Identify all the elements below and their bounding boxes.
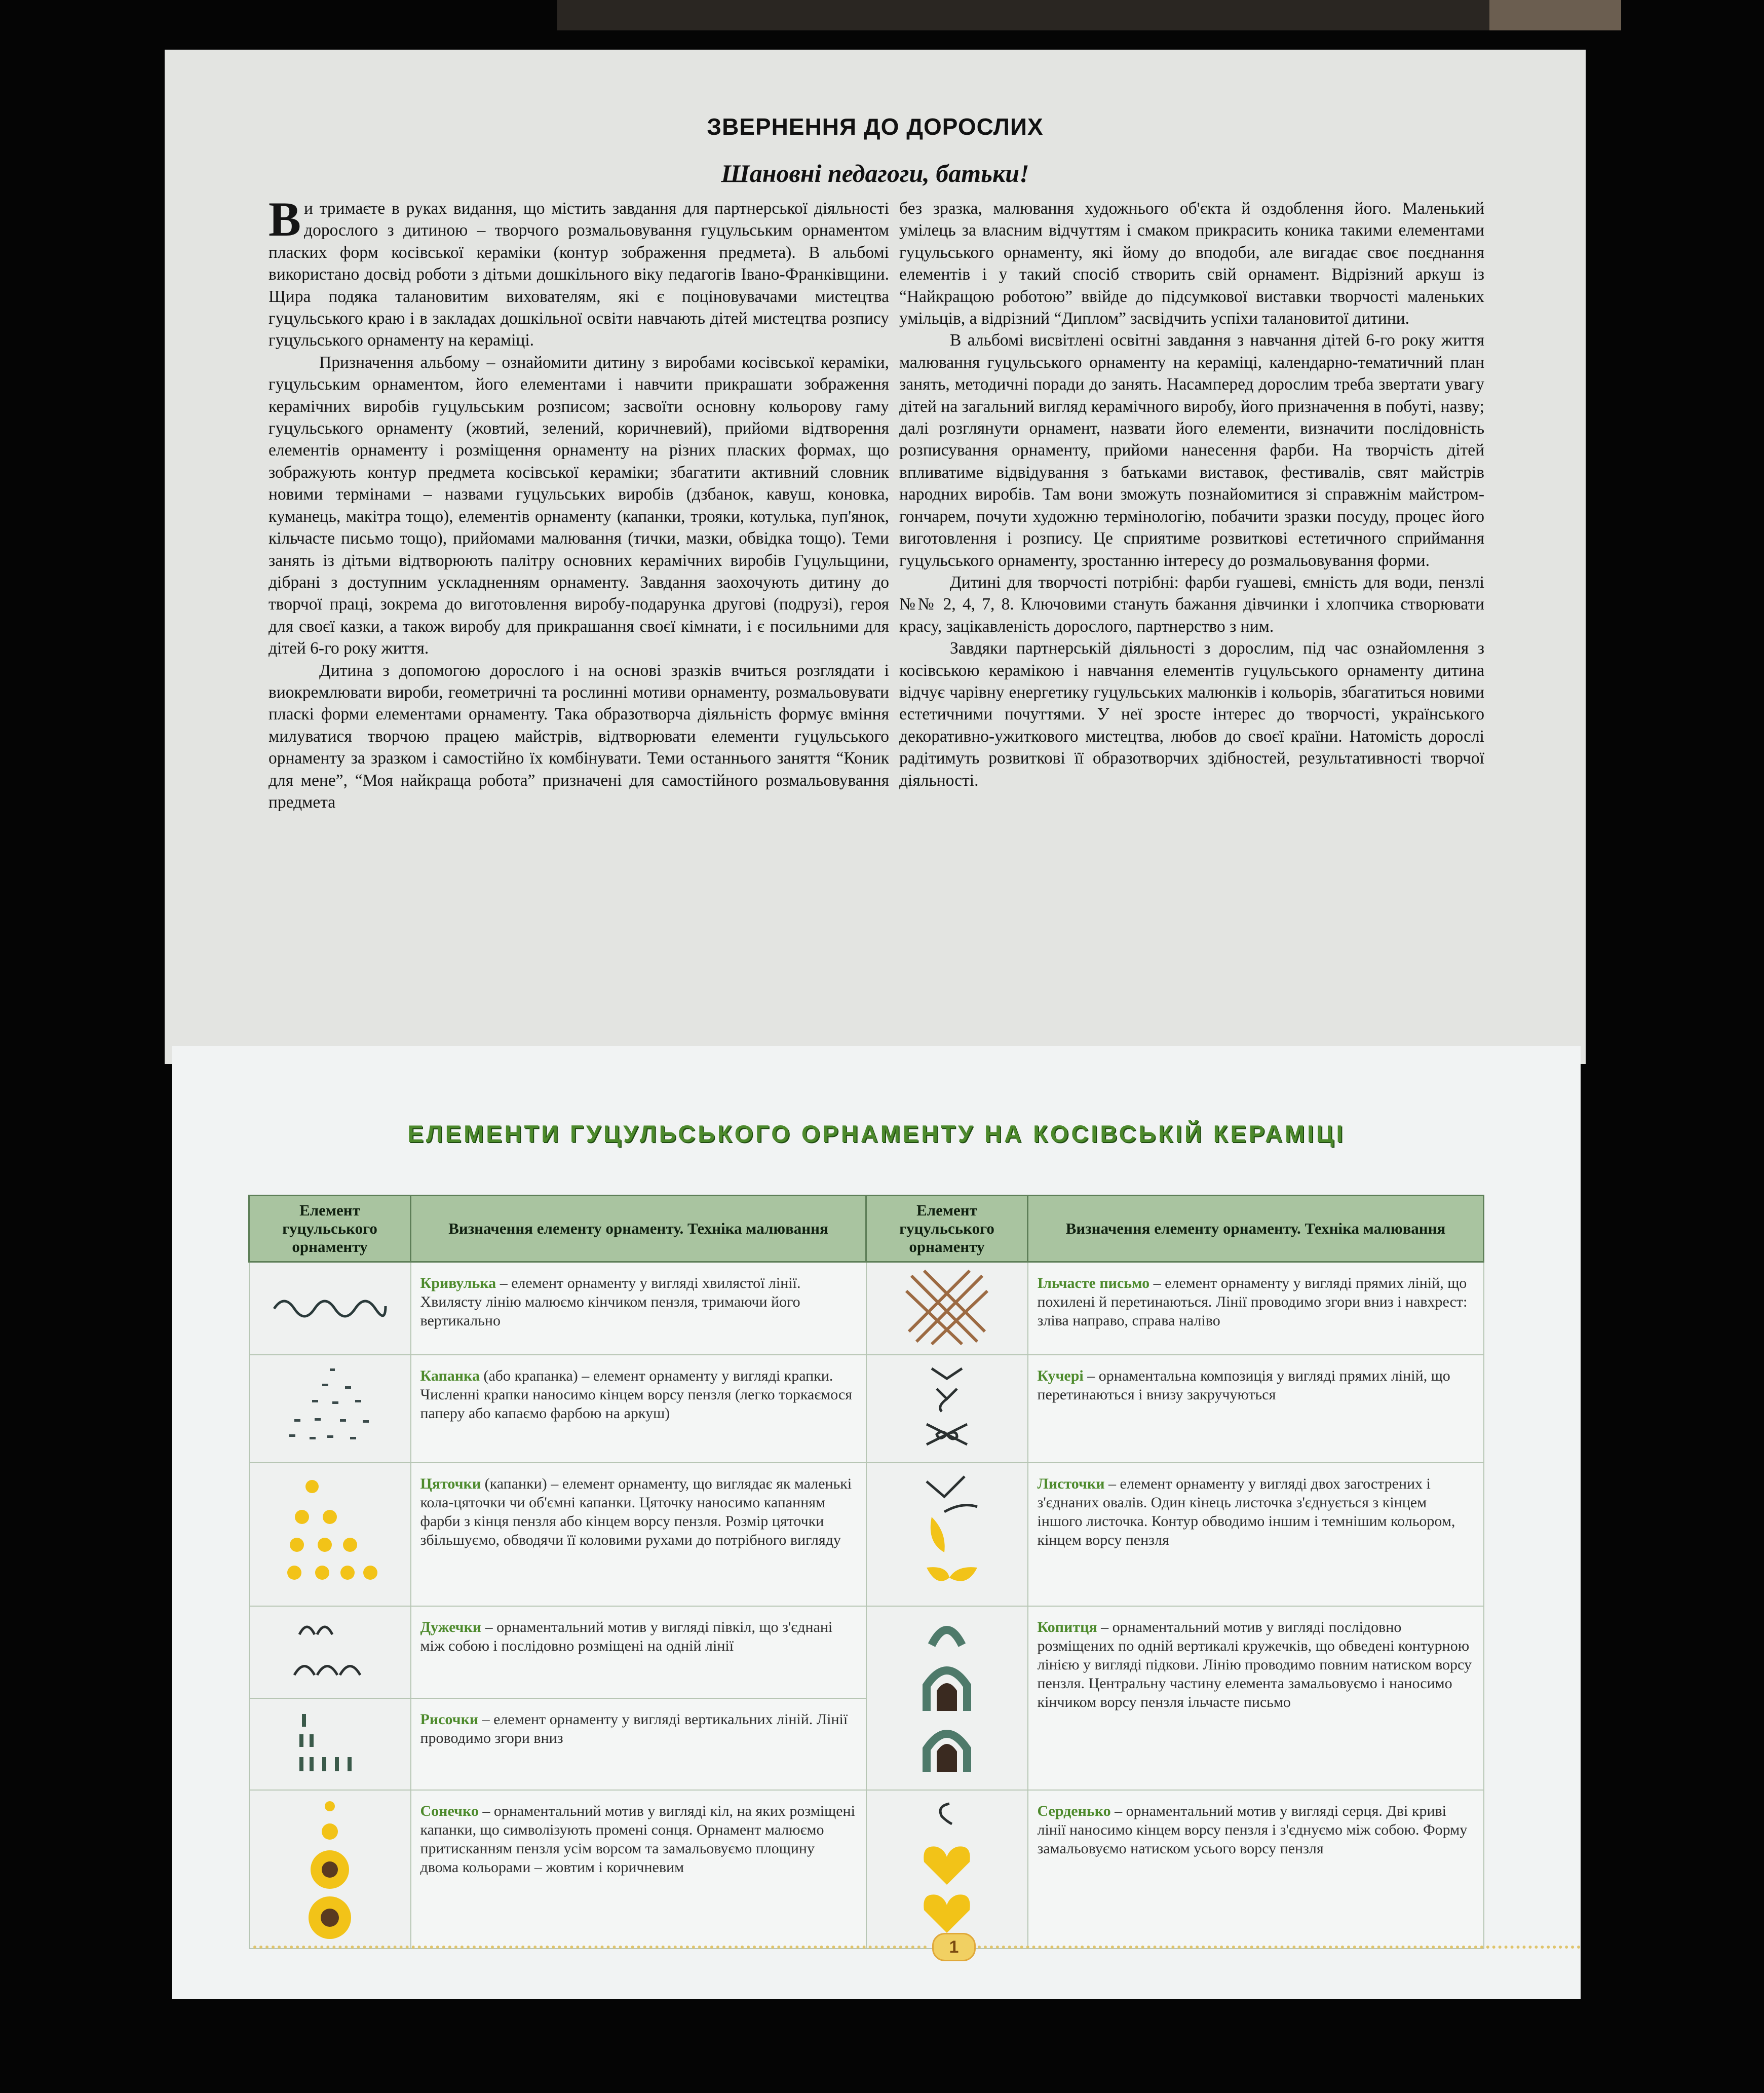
footer-decoration [253,1946,927,1953]
element-description: Сонечко – орнаментальний мотив у вигляді кіл, на яких розміщені капанки, що символізують промені сонця. Орнамент малюємо притисканням пензля усім ворсом та замальовуємо площину двома кольорами – жовтим і коричневим [411,1790,866,1949]
element-image [249,1262,411,1355]
element-description: Кучері – орнаментальна композиція у вигляді прямих ліній, що перетинаються і внизу закручуються [1028,1355,1484,1463]
table-row [249,1355,1484,1463]
dashes-icon [274,1704,386,1780]
element-description: Серденько – орнаментальний мотив у вигляді серця. Дві криві лінії наносимо кінцем ворсу пензля і з'єднуємо між собою. Форму замальовуємо натиском усього ворсу пензля [1028,1790,1484,1949]
paragraph: Дитині для творчості потрібні: фарби гуашеві, ємність для води, пензлі №№ 2, 4, 7, 8. Ключовими стануть бажання дівчинки і хлопчика створювати красу, зацікавленість дорослого, партнерство з ним. [899,573,1484,636]
ornament-table [248,1195,1484,1949]
paragraph: Призначення альбому – ознайомити дитину з виробами косівської кераміки, гуцульським орнаментом, його елементами і навчити прикрашати зображення керамічних виробів гуцульським розписом; засвоїти основну кольорову гаму гуцульського орнаменту (жовтий, зелений, коричневий), прийоми відтворення елементів орнаменту і розміщення орнаменту на різних пласких формах, що зображують контур предмета косівської кераміки; збагатити активний словник новими термінами – назвами гуцульських виробів (дзбанок, кавуш, коновка, куманець, макітра тощо), елементів орнаменту (капанки, трояки, котулька, пуп'янок, кільчасте письмо тощо), прийомами малювання (тички, мазки, обвідка тощо). Теми занять із дітьми відтворюють палітру основних керамічних виробів Гуцульщини, дібрані з доступним ускладненням орнаменту. Завдання заохочують дитину до творчої праці, зокрема до виготовлення виробу-подарунка другові (подрузі), героя для своєї казки, а також виробу для прикрашання своєї кімнати, і є посильними для дітей 6-го року життя. [269,353,889,658]
table-row [249,1463,1484,1606]
page-number: 1 [932,1933,976,1961]
element-image [866,1606,1028,1790]
text-column-right [899,198,1484,791]
element-description: Цяточки (капанки) – елемент орнаменту, що виглядає як маленькі кола-цяточки чи об'ємні капанки. Цяточку наносимо капанням фарби з кінця пензля або кінцем ворсу пензля. Розмір цяточки збільшуємо, обводячи її коловими рухами до потрібного вигляду [411,1463,866,1606]
element-description: Кривулька – елемент орнаменту у вигляді хвилястої лінії. Хвилясту лінію малюємо кінчиком пензля, тримаючи його вертикально [411,1262,866,1355]
element-image [249,1606,411,1698]
leaves-icon [901,1466,992,1598]
book-edge [557,0,1621,30]
drops-icon [274,1363,386,1450]
col-definition-header: Визначення елементу орнаменту. Техніка малювання [411,1196,866,1262]
bottom-page [172,1046,1581,1999]
ornament-heading: ЕЛЕМЕНТИ ГУЦУЛЬСЬКОГО ОРНАМЕНТУ НА КОСІВСЬКІЙ КЕРАМІЦІ [407,1120,1346,1147]
element-description: Дужечки – орнаментальний мотив у вигляді півкіл, що з'єднані між собою і послідовно розміщені на одній лінії [411,1606,866,1698]
hooves-icon [901,1610,992,1782]
page-title: ЗВЕРНЕННЯ ДО ДОРОСЛИХ [707,113,1044,140]
element-description: Копитця – орнаментальний мотив у вигляді послідовно розміщених по одній вертикалі кружечків, що обведені контурною лінією у вигляді підкови. Лінію проводимо повним натиском ворсу пензля. Центральну частину елемента замальовуємо і наносимо кінчиком ворсу пензля ільчасте письмо [1028,1606,1484,1790]
wooden-surface [1489,0,1621,30]
drop-cap: В [269,192,301,246]
paragraph: В альбомі висвітлені освітні завдання з навчання дітей 6-го року життя малювання гуцульського орнаменту на кераміці, календарно-тематичний план занять, методичні поради до занять. Насамперед дорослим треба звертати увагу дітей на загальний вигляд керамічного виробу, його призначення в побуті, назву; далі розглянути орнамент, назвати його елементи, визначити послідовність розписування орнаменту, прийоми нанесення фарби. На творчість дітей впливатиме відвідування з батьками виставок, фестивалів, свят майстрів народних виробів. Там вони зможуть познайомитися зі справжнім майстром-гончарем, почути художню термінологію, побачити зразки посуду, процес його виготовлення і розпису. Це сприятиме розвиткові естетичного сприймання гуцульського орнаменту, зростанню інтересу до розмальовування форми. [899,331,1484,570]
text-column-left [269,192,889,813]
element-description: Ільчасте письмо – елемент орнаменту у вигляді прямих ліній, що похилені й перетинаються. Лінії проводимо згори вниз і навхрест: зліва направо, справа наліво [1028,1262,1484,1355]
table-row [249,1790,1484,1949]
crosshatch-icon [901,1266,992,1347]
top-page [165,50,1586,1064]
element-image [866,1355,1028,1463]
hearts-icon [901,1794,992,1940]
paragraph: Завдяки партнерській діяльності з дорослим, під час ознайомлення з косівською керамікою і навчання елементів гуцульського орнаменту дитина відчує чарівну енергетику гуцульських малюнків і кольорів, збагатиться новими естетичними почуттями. У неї зросте інтерес до творчості, українського декоративно-ужиткового мистецтва, любов до своєї країни. Натомість дорослі радітимуть розвиткові її образотворчих здібностей, результативності творчої діяльності. [899,639,1484,790]
col-definition-header: Визначення елементу орнаменту. Техніка малювання [1028,1196,1484,1262]
element-description: Капанка (або крапанка) – елемент орнаменту у вигляді крапки. Численні крапки наносимо кінцем ворсу пензля (легко торкаємося паперу або капаємо фарбою на аркуш) [411,1355,866,1463]
element-image [866,1262,1028,1355]
paragraph: Ви тримаєте в руках видання, що містить завдання для партнерської діяльності дорослого з дитиною – творчого розмальовування гуцульським орнаментом пласких форм косівської кераміки (контур зображення предмета). В альбомі використано досвід роботи з дітьми дошкільного віку педагогів Івано-Франківщини. Щира подяка талановитим вихователям, які є поціновувачами мистецтва гуцульського краю і в закладах дошкільної освіти навчають дітей мистецтва розпису гуцульського орнаменту на кераміці. [269,192,889,350]
paragraph: Дитина з допомогою дорослого і на основі зразків вчиться розглядати і виокремлювати вироби, геометричні та рослинні мотиви орнаменту, розмальовувати пласкі форми елементами орнаменту. Така образотворча діяльність формує вміння милуватися творчою працею майстрів, відтворювати елементи гуцульського орнаменту за зразком і самостійно їх комбінувати. Теми останнього заняття “Коник для мене”, “Моя найкраща робота” призначені для самостійного розмальовування предмета [269,661,889,812]
paragraph: без зразка, малювання художнього об'єкта й оздоблення його. Маленький умілець за власним відчуттям і смаком прикрасить коника такими елементами гуцульського орнаменту, які йому до вподоби, але вигадає своє поєднання елементів і у такий спосіб створить свій орнамент. Відрізний аркуш із “Найкращою роботою” ввійде до підсумкової виставки творчості маленьких умільців, а відрізний “Диплом” засвідчить успіхи талановитої дитини. [899,199,1484,328]
arcs-icon [274,1612,386,1688]
element-description: Листочки – елемент орнаменту у вигляді двох загострених і з'єднаних овалів. Один кінець листочка з'єднується з кінцем іншого листочка. Контур обводимо іншим і темнішим кольором, кінцем ворсу пензля [1028,1463,1484,1606]
element-image [249,1790,411,1949]
yellow-dots-icon [274,1469,386,1595]
element-image [249,1463,411,1606]
col-element-header: Елемент гуцульського орнаменту [249,1196,411,1262]
sun-icon [274,1794,386,1940]
element-image [249,1698,411,1791]
page-subtitle: Шановні педагоги, батьки! [721,159,1029,187]
element-image [249,1355,411,1463]
table-header-row [249,1196,1484,1262]
footer-decoration [978,1946,1581,1953]
table-row [249,1262,1484,1355]
element-image [866,1790,1028,1949]
col-element-header: Елемент гуцульського орнаменту [866,1196,1028,1262]
element-image [866,1463,1028,1606]
element-description: Рисочки – елемент орнаменту у вигляді вертикальних ліній. Лінії проводимо згори вниз [411,1698,866,1791]
table-row [249,1606,1484,1698]
wave-line-icon [269,1286,391,1326]
curls-icon [901,1358,992,1455]
